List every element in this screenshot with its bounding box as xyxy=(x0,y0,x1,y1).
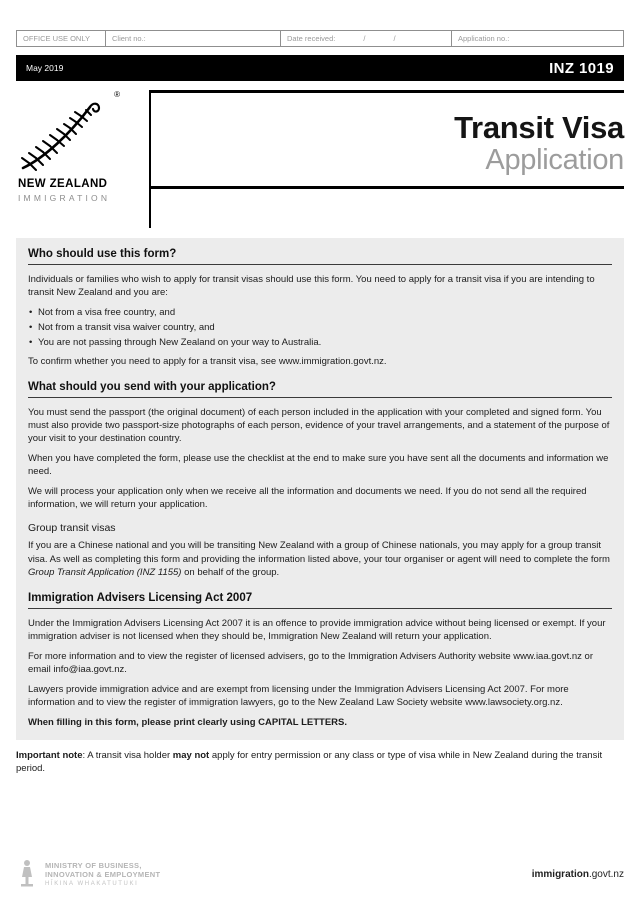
group-transit-subheading: Group transit visas xyxy=(28,522,116,535)
application-no-field xyxy=(451,31,623,46)
office-use-label: OFFICE USE ONLY xyxy=(17,31,106,46)
mbie-line2: INNOVATION & EMPLOYMENT xyxy=(45,870,161,879)
form-title-line2: Application xyxy=(485,143,624,176)
advisers-p3: Lawyers provide immigration advice and are exempt from licensing under the Immigration Advisers Licensing Act 2007. For more information and to view the register of immigration lawyers, go to the New Zealand Law Society website www.lawsociety.org.nz. xyxy=(28,684,569,709)
who-bullet-3: • You are not passing through New Zealand on your way to Australia. xyxy=(28,336,612,349)
brand-immigration: IMMIGRATION xyxy=(18,193,111,203)
silver-fern-icon xyxy=(18,94,118,172)
advisers-p2: For more information and to view the register of licensed advisers, go to the Immigration Advisers Authority website www.iaa.govt.nz or email info@iaa.govt.nz. xyxy=(28,650,593,676)
form-title xyxy=(454,112,624,176)
advisers-heading: Immigration Advisers Licensing Act 2007 xyxy=(28,592,612,609)
masthead xyxy=(16,90,624,238)
masthead-bottom-rule xyxy=(149,186,624,189)
mbie-branding xyxy=(16,859,160,889)
form-code-bar xyxy=(16,55,624,81)
date-slash-1: / xyxy=(363,34,366,43)
group-transit-paragraph xyxy=(28,539,612,578)
website-url xyxy=(532,869,624,880)
page-footer xyxy=(16,859,624,889)
advisers-p1: Under the Immigration Advisers Licensing Act 2007 it is an offence to provide immigration advice without being licensed or exempt. If your immigration adviser is not licensed when they should be, Immigration New Zealand will return your application. xyxy=(28,617,606,642)
instructions-box xyxy=(16,238,624,740)
who-bullet-2: • Not from a transit visa waiver country, and xyxy=(28,321,612,334)
date-received-label: Date received: xyxy=(287,34,336,43)
send-p1: You must send the passport (the original document) of each person included in the application with your completed and signed form. You must also provide two passport-size photographs of each person, evidence of your travel arrangements, and a statement of the purpose of your visit to your destination country. xyxy=(28,406,610,444)
website-url-rest: .govt.nz xyxy=(588,868,624,880)
group-pre: If you are a Chinese national and you will be transiting New Zealand with a group of Chinese nationals, you may apply for a group transit visa. As well as completing this form and providing the information listed above, your tour organiser or agent will need to complete the form xyxy=(28,540,610,565)
brand-new-zealand: NEW ZEALAND xyxy=(18,178,108,190)
mbie-text xyxy=(45,861,160,888)
page-inner xyxy=(0,30,640,776)
masthead-vertical-rule xyxy=(149,90,151,228)
form-title-line1: Transit Visa xyxy=(454,110,624,145)
who-heading: Who should use this form? xyxy=(28,248,612,265)
who-bullet-1: • Not from a visa free country, and xyxy=(28,306,612,319)
send-p3: We will process your application only when we receive all the information and documents we need. If you do not send all the required information, we will return your application. xyxy=(28,486,587,511)
who-bullet-list xyxy=(28,306,612,349)
important-note-bold: may not xyxy=(172,749,210,761)
important-note xyxy=(16,749,624,777)
mbie-logo-icon xyxy=(16,859,38,889)
send-p2: When you have completed the form, please use the checklist at the end to make sure you have sent all the documents and information we need. xyxy=(28,452,609,478)
who-intro: Individuals or families who wish to apply for transit visas should use this form. You need to apply for a transit visa if you are intending to transit New Zealand and you are: xyxy=(28,274,595,299)
form-code: INZ 1019 xyxy=(549,59,614,77)
date-received-field xyxy=(280,31,451,46)
capital-letters-note: When filling in this form, please print clearly using CAPITAL LETTERS. xyxy=(28,717,347,729)
important-note-pre: : A transit visa holder xyxy=(82,749,173,761)
nz-immigration-logo xyxy=(18,90,146,203)
group-form-name: Group Transit Application (INZ 1155) xyxy=(28,566,182,578)
date-slash-2: / xyxy=(393,34,396,43)
important-note-label: Important note xyxy=(16,749,83,761)
registered-trademark: ® xyxy=(114,90,120,99)
office-use-bar xyxy=(16,30,624,47)
client-no-label: Client no.: xyxy=(112,34,146,43)
client-no-field xyxy=(106,31,280,46)
important-note-post: apply for entry permission or any class or type of visa while in New Zealand during the transit period. xyxy=(16,749,603,775)
group-post: on behalf of the group. xyxy=(181,566,280,578)
fern-logo-wrap xyxy=(18,90,122,174)
application-no-label: Application no.: xyxy=(458,34,510,43)
masthead-top-rule xyxy=(149,90,624,93)
website-url-bold: immigration xyxy=(531,868,589,880)
form-issue-date: May 2019 xyxy=(26,63,64,73)
mbie-line1: MINISTRY OF BUSINESS, xyxy=(45,860,142,870)
who-confirm: To confirm whether you need to apply for a transit visa, see www.immigration.govt.nz. xyxy=(28,355,387,367)
send-heading: What should you send with your application? xyxy=(28,381,612,398)
mbie-line3: HĪKINA WHAKATUTUKI xyxy=(45,881,139,888)
